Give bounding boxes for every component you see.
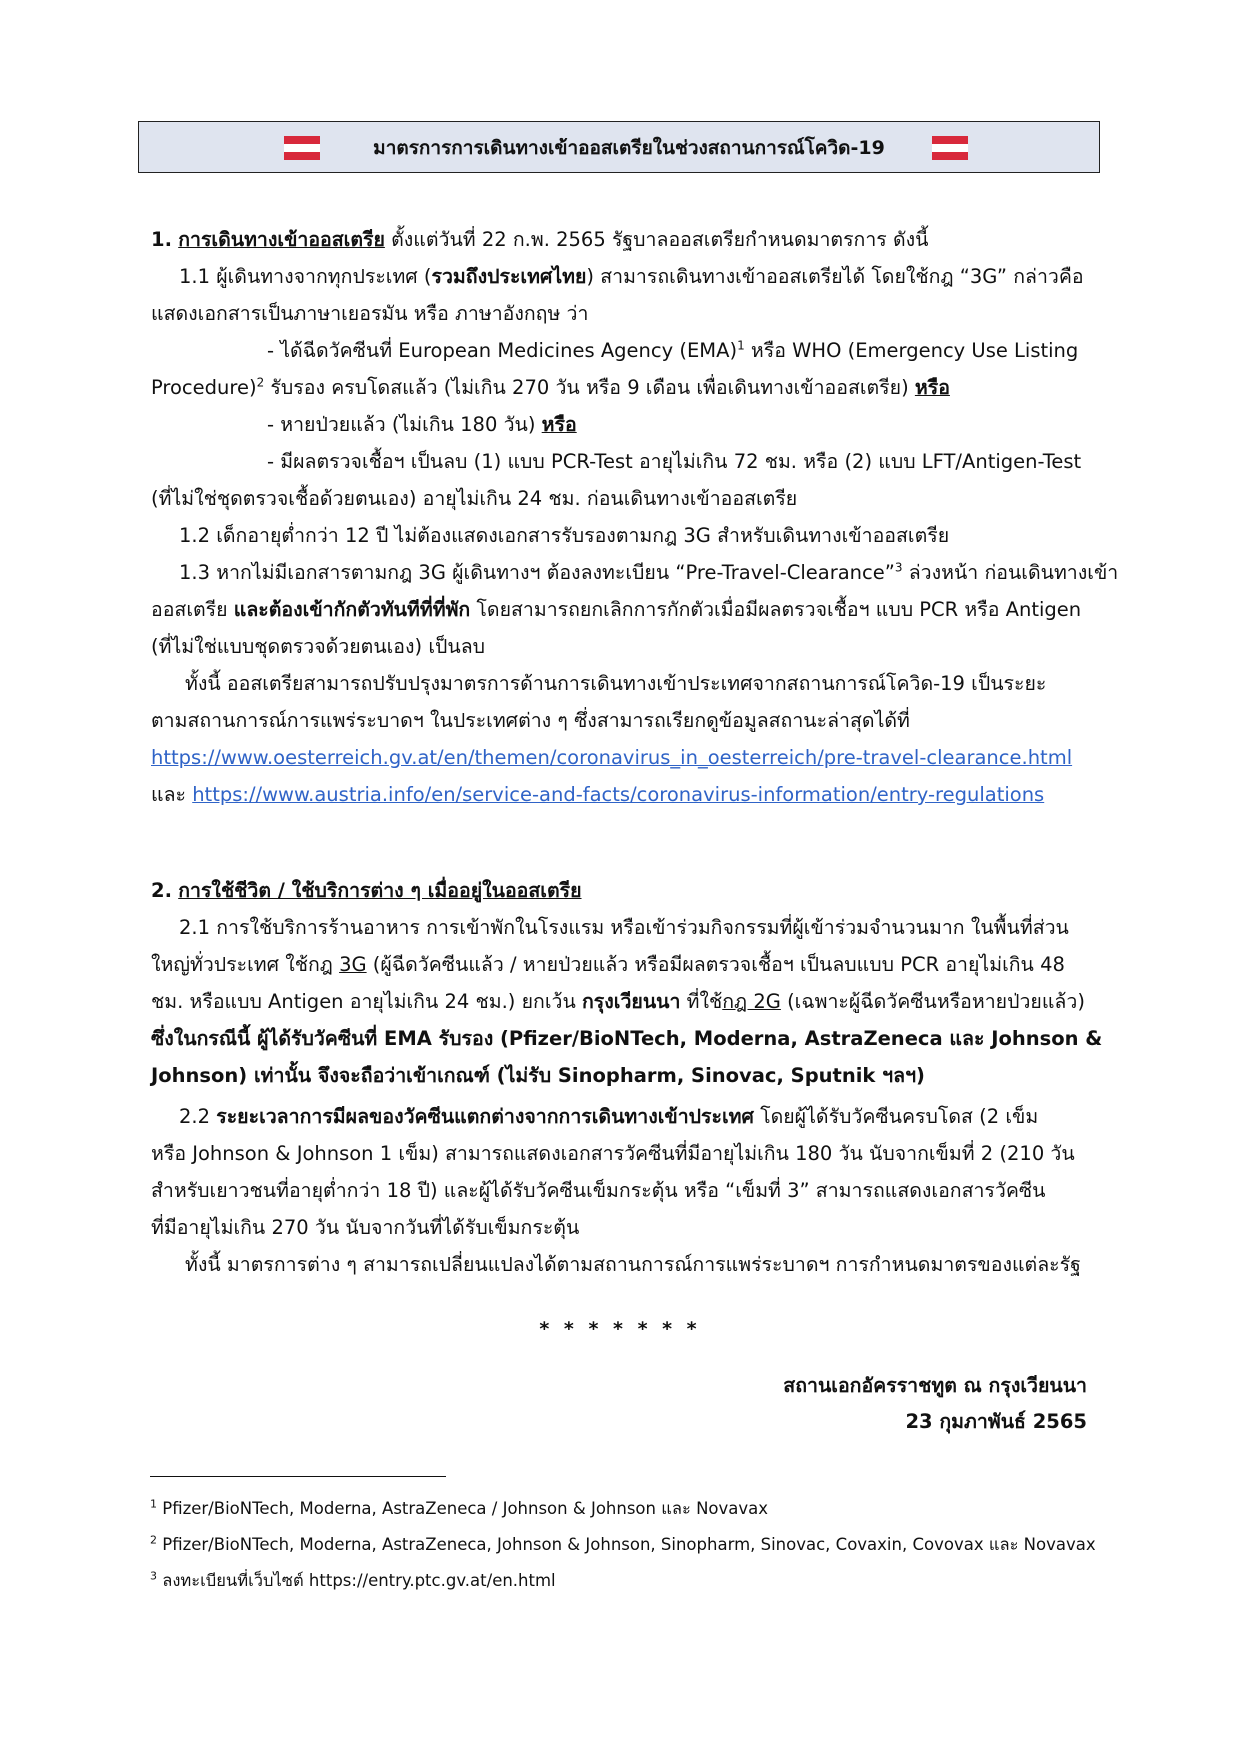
paragraph-line	[151, 258, 1161, 295]
text: โดยสามารถยกเลิกการกักตัวเมื่อมีผลตรวจเชื้อฯ แบบ PCR หรือ Antigen	[470, 598, 1082, 621]
section-heading: การเดินทางเข้าออสเตรีย	[178, 228, 385, 251]
paragraph-line	[151, 946, 1161, 983]
austria-flag-icon	[284, 136, 320, 160]
paragraph-line	[151, 739, 1161, 776]
bold-text: ระยะเวลาการมีผลของวัคซีนแตกต่างจากการเดินทางเข้าประเทศ	[216, 1105, 754, 1128]
paragraph-line: 1.2 เด็กอายุต่ำกว่า 12 ปี ไม่ต้องแสดงเอกสารรับรองตามกฎ 3G สำหรับเดินทางเข้าออสเตรีย	[179, 524, 950, 547]
text: ออสเตรีย	[151, 598, 234, 621]
paragraph-line	[151, 1098, 1161, 1135]
text: ) สามารถเดินทางเข้าออสเตรียได้ โดยใช้กฎ “3G” กล่าวคือ	[586, 265, 1084, 288]
paragraph-line: หรือ Johnson & Johnson 1 เข็ม) สามารถแสดงเอกสารวัคซีนที่มีอายุไม่เกิน 180 วัน นับจากเข็มที่ 2 (210 วัน	[151, 1142, 1075, 1165]
paragraph-line	[151, 369, 1161, 406]
bold-text: กรุงเวียนนา	[581, 990, 681, 1013]
footnote-text: Pfizer/BioNTech, Moderna, AstraZeneca / Johnson & Johnson และ Novavax	[157, 1499, 769, 1518]
text: และ	[151, 783, 193, 806]
paragraph-line: ซึ่งในกรณีนี้ ผู้ได้รับวัคซีนที่ EMA รับรอง (Pfizer/BioNTech, Moderna, AstraZeneca และ Johnson &	[151, 1027, 1103, 1050]
paragraph-line	[151, 554, 1161, 591]
paragraph-line: ที่มีอายุไม่เกิน 270 วัน นับจากวันที่ได้รับเข็มกระตุ้น	[151, 1216, 580, 1239]
austria-flag-icon	[932, 136, 968, 160]
signature-date: 23 กุมภาพันธ์ 2565	[905, 1410, 1087, 1433]
section-1	[151, 221, 1161, 813]
text: ล่วงหน้า ก่อนเดินทางเข้า	[902, 561, 1119, 584]
text: (เฉพาะผู้ฉีดวัคซีนหรือหายป่วยแล้ว)	[780, 990, 1085, 1013]
text: โดยผู้ได้รับวัคซีนครบโดส (2 เข็ม	[753, 1105, 1039, 1128]
text: (ผู้ฉีดวัคซีนแล้ว / หายป่วยแล้ว หรือมีผลตรวจเชื้อฯ เป็นลบแบบ PCR อายุไม่เกิน 48	[366, 953, 1065, 976]
paragraph-line: - มีผลตรวจเชื้อฯ เป็นลบ (1) แบบ PCR-Test อายุไม่เกิน 72 ชม. หรือ (2) แบบ LFT/Antigen-Test	[267, 450, 1082, 473]
footnote	[150, 1568, 556, 1594]
section-heading-rest: ตั้งแต่วันที่ 22 ก.พ. 2565 รัฐบาลออสเตรียกำหนดมาตรการ ดังนี้	[384, 228, 929, 251]
footnote-mark: 2	[150, 1533, 157, 1547]
footnote	[150, 1496, 768, 1522]
section-2-heading-line	[151, 872, 1161, 909]
title-box	[138, 121, 1100, 173]
text: Procedure)	[151, 376, 257, 399]
paragraph-line	[151, 591, 1161, 628]
text: ที่ใช้	[680, 990, 723, 1013]
footnote-divider	[150, 1476, 446, 1477]
section-number: 2.	[151, 879, 172, 902]
or-word: หรือ	[914, 376, 950, 399]
paragraph-line	[151, 776, 1161, 813]
section-number: 1.	[151, 228, 172, 251]
footnote-mark: 3	[150, 1569, 157, 1583]
underlined-text: 3G	[339, 953, 367, 976]
footnote	[150, 1532, 1096, 1558]
separator-stars: * * * * * * *	[539, 1318, 701, 1340]
text: 1.1 ผู้เดินทางจากทุกประเทศ (	[179, 265, 432, 288]
text: 1.3 หากไม่มีเอกสารตามกฎ 3G ผู้เดินทางฯ ต้องลงทะเบียน “Pre-Travel-Clearance”	[179, 561, 895, 584]
footnote-mark: 1	[150, 1497, 157, 1511]
paragraph-line: Johnson) เท่านั้น จึงจะถือว่าเข้าเกณฑ์ (ไม่รับ Sinopharm, Sinovac, Sputnik ฯลฯ)	[151, 1064, 925, 1087]
text: - ได้ฉีดวัคซีนที่ European Medicines Agency (EMA)	[267, 339, 738, 362]
text: - หายป่วยแล้ว (ไม่เกิน 180 วัน)	[267, 413, 542, 436]
section-1-heading-line	[151, 221, 1161, 258]
or-word: หรือ	[541, 413, 577, 436]
underlined-text: กฎ 2G	[722, 990, 781, 1013]
signature-org: สถานเอกอัครราชทูต ณ กรุงเวียนนา	[783, 1374, 1087, 1397]
bold-text: และต้องเข้ากักตัวทันทีที่ที่พัก	[233, 598, 471, 621]
paragraph-line: ทั้งนี้ ออสเตรียสามารถปรับปรุงมาตรการด้านการเดินทางเข้าประเทศจากสถานการณ์โควิด-19 เป็นระยะ	[185, 672, 1047, 695]
page-title: มาตรการการเดินทางเข้าออสเตรียในช่วงสถานการณ์โควิด-19	[373, 137, 885, 159]
paragraph-line	[151, 406, 1161, 443]
section-heading: การใช้ชีวิต / ใช้บริการต่าง ๆ เมื่ออยู่ในออสเตรีย	[178, 879, 582, 902]
paragraph-line	[151, 332, 1161, 369]
paragraph-line: 2.1 การใช้บริการร้านอาหาร การเข้าพักในโรงแรม หรือเข้าร่วมกิจกรรมที่ผู้เข้าร่วมจำนวนมาก ในพื้นที่ส่วน	[179, 916, 1069, 939]
paragraph-line: แสดงเอกสารเป็นภาษาเยอรมัน หรือ ภาษาอังกฤษ ว่า	[151, 302, 589, 325]
paragraph-line: (ที่ไม่ใช่ชุดตรวจเชื้อด้วยตนเอง) อายุไม่เกิน 24 ชม. ก่อนเดินทางเข้าออสเตรีย	[151, 487, 798, 510]
paragraph-line	[151, 983, 1161, 1020]
footnote-text: Pfizer/BioNTech, Moderna, AstraZeneca, Johnson & Johnson, Sinopharm, Sinovac, Covaxin, Covovax และ Novavax	[157, 1535, 1096, 1554]
paragraph-line: ตามสถานการณ์การแพร่ระบาดฯ ในประเทศต่าง ๆ ซึ่งสามารถเรียกดูข้อมูลสถานะล่าสุดได้ที่	[151, 709, 910, 732]
paragraph-line: ทั้งนี้ มาตรการต่าง ๆ สามารถเปลี่ยนแปลงได้ตามสถานการณ์การแพร่ระบาดฯ การกำหนดมาตรของแต่ละรัฐ	[185, 1253, 1081, 1276]
text: หรือ WHO (Emergency Use Listing	[744, 339, 1079, 362]
footnote-ref[interactable]: 3	[894, 560, 903, 575]
bold-text: รวมถึงประเทศไทย	[431, 265, 587, 288]
text: ชม. หรือแบบ Antigen อายุไม่เกิน 24 ชม.) ยกเว้น	[151, 990, 582, 1013]
oesterreich-link[interactable]: https://www.oesterreich.gv.at/en/themen/coronavirus_in_oesterreich/pre-travel-clearance.html	[151, 746, 1073, 769]
footnote-ref[interactable]: 2	[256, 375, 265, 390]
footnote-text: ลงทะเบียนที่เว็บไซต์ https://entry.ptc.gv.at/en.html	[157, 1571, 556, 1590]
text: ใหญ่ทั่วประเทศ ใช้กฎ	[151, 953, 340, 976]
austria-info-link[interactable]: https://www.austria.info/en/service-and-facts/coronavirus-information/entry-regulations	[192, 783, 1045, 806]
text: รับรอง ครบโดสแล้ว (ไม่เกิน 270 วัน หรือ 9 เดือน เพื่อเดินทางเข้าออสเตรีย)	[264, 376, 915, 399]
footnote-ref[interactable]: 1	[737, 338, 745, 353]
paragraph-line: สำหรับเยาวชนที่อายุต่ำกว่า 18 ปี) และผู้ได้รับวัคซีนเข็มกระตุ้น หรือ “เข็มที่ 3” สามารถแสดงเอกสารวัคซีน	[151, 1179, 1046, 1202]
section-2	[151, 872, 1161, 1283]
text: 2.2	[179, 1105, 217, 1128]
paragraph-line: (ที่ไม่ใช่แบบชุดตรวจด้วยตนเอง) เป็นลบ	[151, 635, 486, 658]
